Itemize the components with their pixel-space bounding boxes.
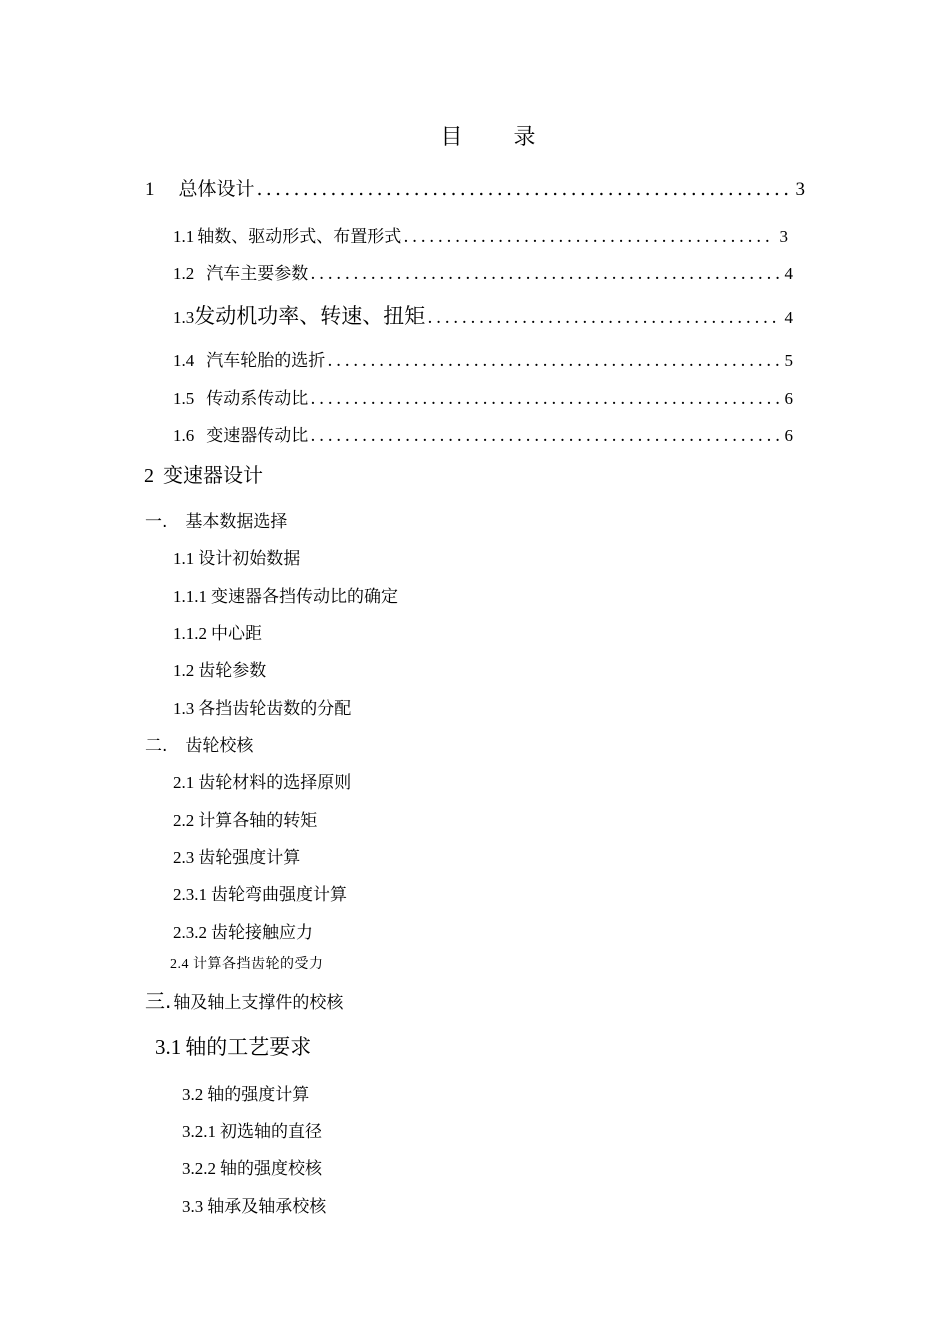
toc-entry[interactable]: 1.1.2 中心距 — [173, 624, 262, 644]
toc-entry[interactable]: 3.2.2 轴的强度校核 — [182, 1159, 322, 1179]
toc-entry[interactable]: 1 总体设计 ..... 3 — [145, 174, 805, 201]
toc-entry[interactable]: 1.6 变速器传动比 ..... 6 — [173, 421, 793, 446]
dot-leader — [257, 178, 790, 200]
toc-entry[interactable]: 3.3 轴承及轴承校核 — [182, 1197, 327, 1217]
dot-leader — [310, 389, 778, 409]
toc-section[interactable]: 二. 齿轮校核 — [145, 736, 254, 756]
toc-entry[interactable]: 1.5 传动系传动比 ..... 6 — [173, 384, 793, 409]
toc-title: 目 录 — [440, 125, 558, 150]
toc-entry[interactable]: 2.3.1 齿轮弯曲强度计算 — [173, 885, 347, 905]
toc-entry[interactable]: 2.3 齿轮强度计算 — [173, 848, 301, 868]
toc-entry[interactable]: 2.4 计算各挡齿轮的受力 — [170, 956, 324, 972]
page-number: 3 — [795, 179, 805, 200]
toc-entry[interactable]: 3.2.1 初选轴的直径 — [182, 1122, 322, 1142]
dot-leader — [427, 308, 778, 328]
toc-entry[interactable]: 1.2 齿轮参数 — [173, 661, 267, 681]
toc-heading[interactable]: 2 变速器设计 — [144, 463, 263, 487]
page-number: 3 — [779, 227, 788, 246]
page-number: 6 — [784, 426, 793, 445]
toc-section[interactable]: 三. 轴及轴上支撑件的校核 — [145, 989, 344, 1013]
page-number: 4 — [784, 308, 793, 327]
toc-section[interactable]: 一. 基本数据选择 — [145, 512, 288, 532]
toc-entry[interactable]: 2.1 齿轮材料的选择原则 — [173, 773, 352, 793]
dot-leader — [310, 426, 778, 446]
toc-entry[interactable]: 1.3 各挡齿轮齿数的分配 — [173, 699, 352, 719]
toc-entry[interactable]: 1.3发动机功率、转速、扭矩 ..... 4 — [173, 300, 793, 330]
dot-leader — [310, 264, 778, 284]
toc-entry[interactable]: 3.1 轴的工艺要求 — [155, 1035, 312, 1059]
toc-entry[interactable]: 1.4 汽车轮胎的选折 ..... 5 — [173, 346, 793, 371]
page-number: 6 — [784, 389, 793, 408]
toc-entry[interactable]: 1.1 设计初始数据 — [173, 549, 301, 569]
toc-entry[interactable]: 1.1 轴数、驱动形式、布置形式 ..... 3 — [173, 222, 788, 247]
toc-entry[interactable]: 2.2 计算各轴的转矩 — [173, 811, 318, 831]
toc-entry[interactable]: 2.3.2 齿轮接触应力 — [173, 923, 313, 943]
page-number: 5 — [784, 351, 793, 370]
page-number: 4 — [784, 264, 793, 283]
toc-entry[interactable]: 3.2 轴的强度计算 — [182, 1085, 310, 1105]
dot-leader — [403, 227, 773, 247]
toc-entry[interactable]: 1.2 汽车主要参数 ..... 4 — [173, 259, 793, 284]
toc-entry[interactable]: 1.1.1 变速器各挡传动比的确定 — [173, 587, 398, 607]
dot-leader — [327, 351, 778, 371]
